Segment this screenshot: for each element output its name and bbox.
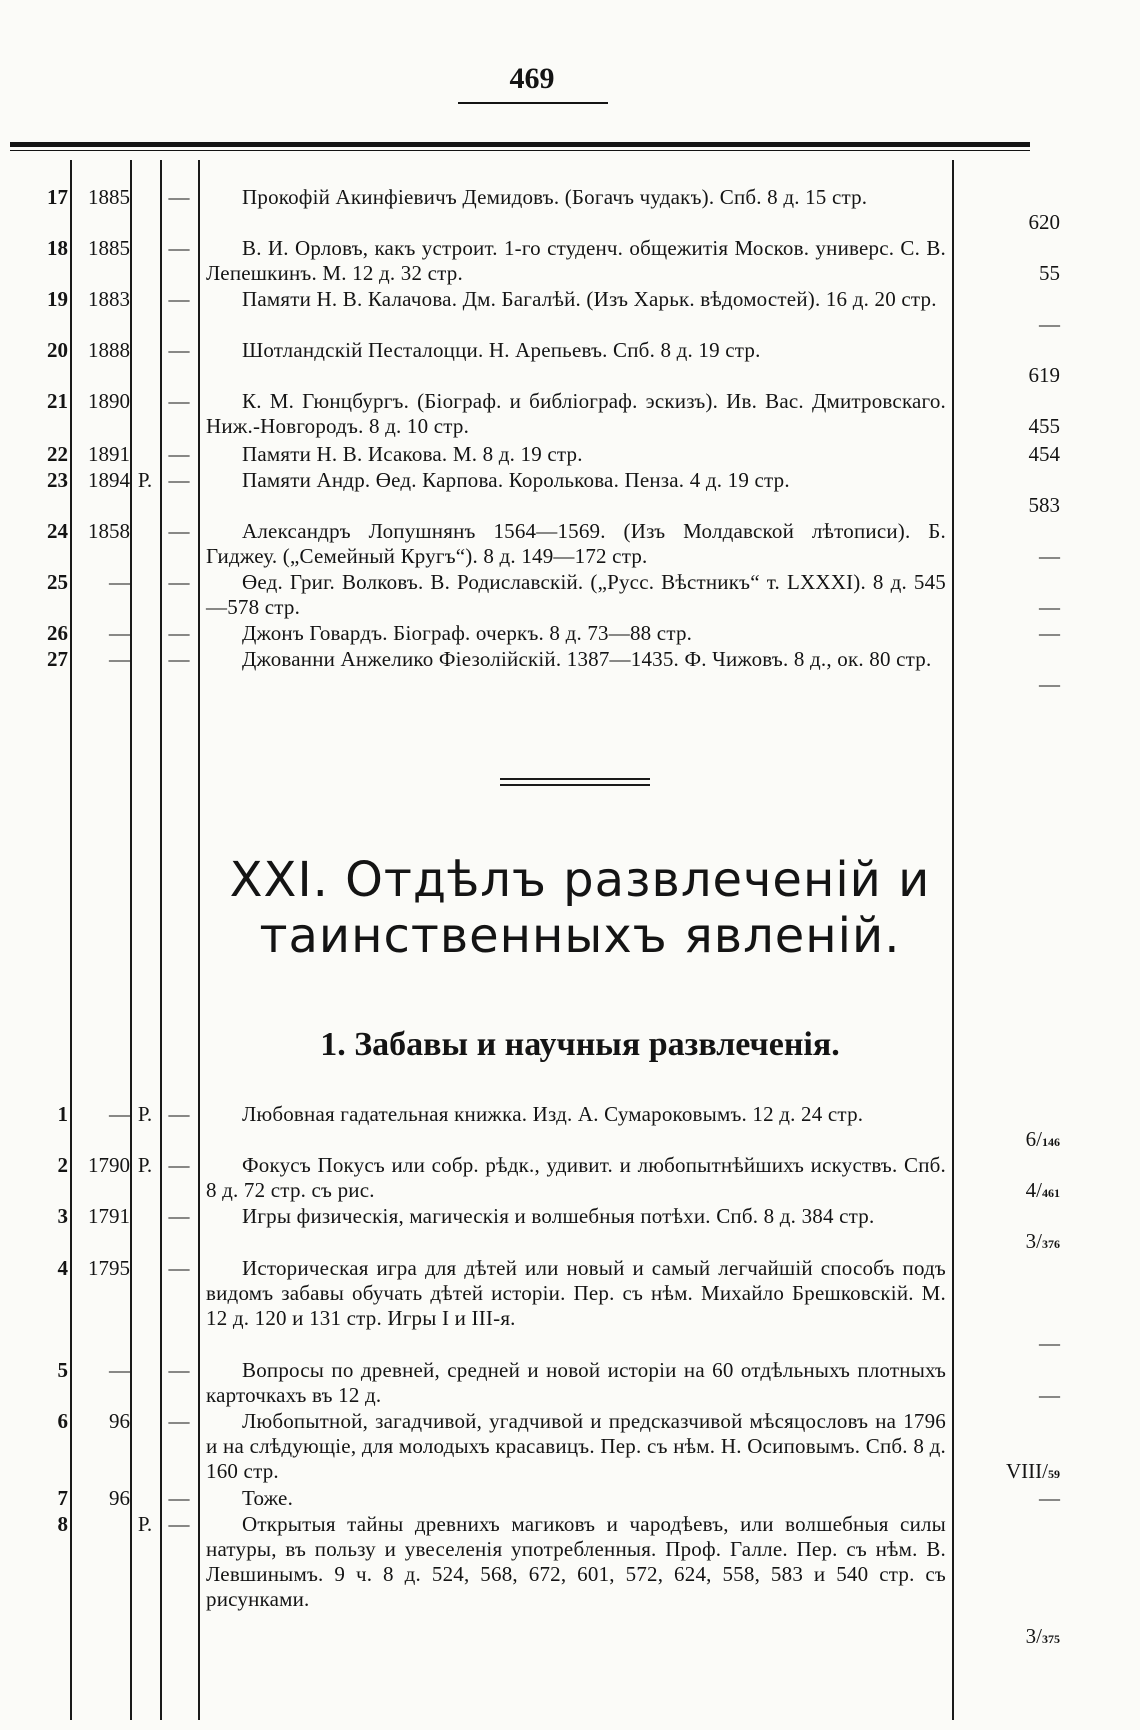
ref-number: 461: [1042, 1186, 1060, 1200]
entry-dash: —: [168, 1512, 190, 1536]
entry-ref: [940, 1331, 1060, 1359]
entry-number: 2: [57, 1153, 68, 1177]
entry-ref: 455: [1028, 414, 1060, 438]
entry-number: 18: [47, 236, 68, 260]
entry-place: Р.: [137, 1102, 153, 1126]
entry-number: 17: [47, 185, 68, 209]
ref-number: 59: [1048, 1467, 1060, 1481]
entry-number: 8: [57, 1512, 68, 1536]
entry-ref: —: [1039, 621, 1060, 645]
entry-number: 22: [47, 442, 68, 466]
entry-number: 21: [47, 389, 68, 413]
entry-text: Тоже.: [242, 1486, 294, 1510]
entry-ref: [940, 1127, 1060, 1155]
entry-dash: —: [168, 287, 190, 311]
entry-dash: —: [168, 621, 190, 645]
ref-number: 375: [1042, 1632, 1060, 1646]
entry-dash: —: [168, 1409, 190, 1433]
entry-text: Любовная гадательная книжка. Изд. А. Сумароковымъ. 12 д. 24 стр.: [242, 1102, 864, 1126]
entry-number: 1: [57, 1102, 68, 1126]
entry-text: Памяти Андр. Өед. Карпова. Королькова. Пенза. 4 д. 19 стр.: [242, 468, 790, 492]
entry-ref: —: [1039, 672, 1060, 696]
entry-year: 1885: [88, 185, 130, 209]
entry-number: 19: [47, 287, 68, 311]
subsection-title: 1. Забавы и научныя развлеченія.: [320, 1026, 840, 1063]
ref-volume: 4/: [1025, 1178, 1042, 1202]
entry-number: 27: [47, 647, 68, 671]
entry-text: Александръ Лопушнянъ 1564—1569. (Изъ Молдавской лѣтописи). Б. Гиджеу. („Семейный Кругъ“). 8 д. 149—172 стр.: [206, 519, 946, 568]
entry-text: Прокофій Акинфіевичъ Демидовъ. (Богачъ чудакъ). Спб. 8 д. 15 стр.: [242, 185, 868, 209]
entry-ref: 55: [1039, 261, 1060, 285]
entry-text: К. М. Гюнцбургъ. (Біограф. и библіограф. эскизъ). Ив. Вас. Дмитровскаго. Ниж.-Новгородъ. 8 д. 10 стр.: [206, 389, 946, 438]
entry-year: 1858: [88, 519, 130, 543]
entry-place: Р.: [137, 1153, 153, 1177]
ref-volume: —: [1039, 1331, 1060, 1355]
entry-year: 1795: [88, 1256, 130, 1280]
entry-number: 23: [47, 468, 68, 492]
section-rule-bottom: [500, 784, 650, 786]
entry-ref: —: [1039, 312, 1060, 336]
entry-year: 1890: [88, 389, 130, 413]
entry-year: 1885: [88, 236, 130, 260]
entry-year: 1883: [88, 287, 130, 311]
entry-text: Джованни Анжелико Фіезолійскій. 1387—1435. Ф. Чижовъ. 8 д., ок. 80 стр.: [242, 647, 932, 671]
entry-dash: —: [168, 1358, 190, 1382]
entry-ref: [940, 1486, 1060, 1514]
section-title: XXI. Отдѣлъ развлеченій и таинственныхъ явленій.: [229, 852, 931, 964]
entry-ref: [940, 1624, 1060, 1652]
ref-volume: 3/: [1025, 1229, 1042, 1253]
entry-text: Фокусъ Покусъ или собр. рѣдк., удивит. и любопытнѣйшихъ искуствъ. Спб. 8 д. 72 стр. съ рис.: [206, 1153, 946, 1202]
entry-dash: —: [168, 389, 190, 413]
entry-dash: —: [168, 570, 190, 594]
page-number: 469: [509, 62, 555, 95]
entry-text: Памяти Н. В. Исакова. М. 8 д. 19 стр.: [242, 442, 583, 466]
entry-ref: 583: [1028, 493, 1060, 517]
ref-number: 146: [1042, 1135, 1060, 1149]
entry-number: 26: [47, 621, 68, 645]
ref-volume: 3/: [1025, 1624, 1042, 1648]
entry-dash: —: [168, 1204, 190, 1228]
entry-text: Открытыя тайны древнихъ магиковъ и чародѣевъ, или волшебныя силы натуры, въ пользу и увеселенія употребленныя. Проф. Галле. Пер. съ нѣм. В. Левшинымъ. 9 ч. 8 д. 524, 568, 672, 601, 572, 624, 558, 583 и 540 стр. съ рисунками.: [206, 1512, 946, 1611]
ref-volume: —: [1039, 1486, 1060, 1510]
entry-dash: —: [168, 468, 190, 492]
entry-number: 3: [57, 1204, 68, 1228]
entry-text: Игры физическія, магическія и волшебныя потѣхи. Спб. 8 д. 384 стр.: [242, 1204, 875, 1228]
entry-year: —: [109, 1102, 130, 1126]
entry-dash: —: [168, 185, 190, 209]
entry-number: 6: [57, 1409, 68, 1433]
entry-year: —: [109, 647, 130, 671]
entry-dash: —: [168, 338, 190, 362]
entry-dash: —: [168, 1486, 190, 1510]
ref-volume: VIII/: [1006, 1459, 1048, 1483]
entry-year: 96: [109, 1409, 130, 1433]
entry-year: 1894: [88, 468, 130, 492]
entry-place: Р.: [137, 1512, 153, 1536]
entry-number: 24: [47, 519, 68, 543]
entry-dash: —: [168, 1102, 190, 1126]
entry-text: Өед. Григ. Волковъ. В. Родиславскій. („Русс. Вѣстникъ“ т. LXXXI). 8 д. 545—578 стр.: [206, 570, 946, 619]
entry-year: 96: [109, 1486, 130, 1510]
entry-ref: [940, 1178, 1060, 1206]
header-rule-thick: [10, 142, 1030, 147]
entry-text: Любопытной, загадчивой, угадчивой и предсказчивой мѣсяцословъ на 1796 и на слѣдующіе, для молодыхъ красавицъ. Пер. съ нѣм. Н. Осиповымъ. Спб. 8 д. 160 стр.: [206, 1409, 946, 1483]
ref-volume: 6/: [1025, 1127, 1042, 1151]
entry-number: 4: [57, 1256, 68, 1280]
entry-year: 1891: [88, 442, 130, 466]
section-rule-top: [500, 778, 650, 780]
entry-ref: [940, 1229, 1060, 1257]
entry-year: 1790: [88, 1153, 130, 1177]
entry-ref: [940, 1383, 1060, 1411]
entry-ref: —: [1039, 595, 1060, 619]
entry-text: Историческая игра для дѣтей или новый и самый легчайшій способъ подъ видомъ забавы обучать дѣтей исторіи. Пер. съ нѣм. Михайло Брешковскій. М. 12 д. 120 и 131 стр. Игры I и III-я.: [206, 1256, 946, 1330]
ref-number: 376: [1042, 1237, 1060, 1251]
entry-year: 1791: [88, 1204, 130, 1228]
entry-text: Памяти Н. В. Калачова. Дм. Багалѣй. (Изъ Харьк. вѣдомостей). 16 д. 20 стр.: [242, 287, 937, 311]
entry-dash: —: [168, 1256, 190, 1280]
entry-text: В. И. Орловъ, какъ устроит. 1-го студенч. общежитія Москов. универс. С. В. Лепешкинъ. М. 12 д. 32 стр.: [206, 236, 946, 285]
entry-dash: —: [168, 442, 190, 466]
entry-text: Джонъ Говардъ. Біограф. очеркъ. 8 д. 73—88 стр.: [242, 621, 693, 645]
column-rule-year: [130, 160, 132, 1720]
entry-ref: 454: [1028, 442, 1060, 466]
entry-ref: 620: [1028, 210, 1060, 234]
entry-year: —: [109, 621, 130, 645]
entry-dash: —: [168, 519, 190, 543]
entry-ref: 619: [1028, 363, 1060, 387]
entry-number: 25: [47, 570, 68, 594]
entry-ref: —: [1039, 544, 1060, 568]
entry-year: —: [109, 1358, 130, 1382]
entry-number: 5: [57, 1358, 68, 1382]
entry-dash: —: [168, 647, 190, 671]
ref-volume: —: [1039, 1383, 1060, 1407]
entry-place: Р.: [137, 468, 153, 492]
header-rule-thin: [10, 150, 1030, 151]
page-number-rule: [458, 102, 608, 104]
entry-number: 7: [57, 1486, 68, 1510]
entry-ref: [940, 1459, 1060, 1487]
entry-dash: —: [168, 1153, 190, 1177]
entry-year: —: [109, 570, 130, 594]
entry-number: 20: [47, 338, 68, 362]
entry-year: 1888: [88, 338, 130, 362]
entry-text: Шотландскій Песталоцци. Н. Арепьевъ. Спб. 8 д. 19 стр.: [242, 338, 761, 362]
entry-text: Вопросы по древней, средней и новой исторіи на 60 отдѣльныхъ плотныхъ карточкахъ въ 12 д.: [206, 1358, 946, 1407]
entry-dash: —: [168, 236, 190, 260]
